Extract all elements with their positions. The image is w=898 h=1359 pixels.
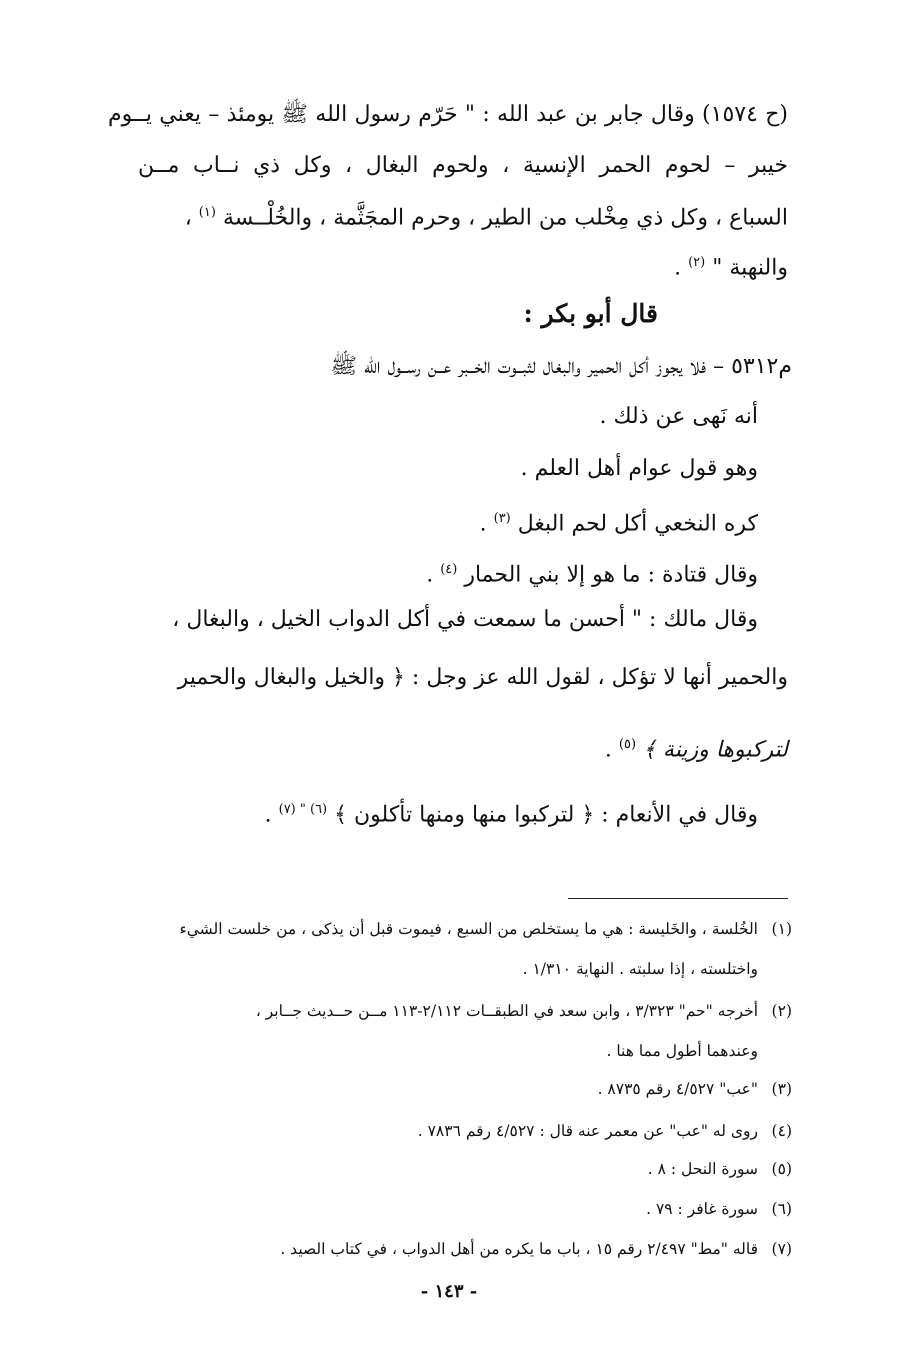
footnote-number: (٧) [771,1240,792,1258]
footnote-ref[interactable]: (١) [198,205,216,220]
footnote-3 [598,1078,792,1100]
punctuation: . [479,511,487,537]
footnote-number: (١) [771,920,792,938]
para-line-8 [605,730,788,765]
footnote-number: (٥) [771,1160,792,1178]
para-line-1 [330,352,792,382]
hadith-text: السباع ، وكل ذي مِخْلب من الطير ، وحرم المجَثَّمة ، والخُلْــسة [222,205,788,231]
hadith-line-3 [185,198,788,233]
hadith-line-4 [674,248,788,283]
quran-verse: لتركبوها وزينة ﴾ [643,737,788,763]
footnote-number: (٢) [771,1002,792,1020]
footnote-text: وعندهما أطول مما هنا . [606,1042,758,1060]
para-line-9 [265,795,758,830]
footnote-4 [418,1120,792,1142]
footnote-text: واختلسته ، إذا سلبته . النهاية ١/٣١٠ . [522,960,758,978]
footnote-ref[interactable]: (٤) [440,562,458,577]
footnote-1-continuation [523,958,758,980]
para-line-6 [172,605,758,635]
para-line-3 [521,454,758,484]
paragraph-text: وقال قتادة : ما هو إلا بني الحمار [464,562,758,588]
footnote-ref[interactable]: (٣) [493,511,511,526]
paragraph-text: كره النخعي أكل لحم البغل [517,511,758,537]
hadith-text: والنهبة " [712,255,788,281]
punctuation: . [264,802,272,828]
paragraph-text: وقال في الأنعام : ﴿ لتركبوا منها ومنها تأكلون ﴾ [334,802,758,828]
punctuation: . [674,255,682,281]
footnote-ref[interactable]: (٥) [618,737,637,752]
para-line-4 [480,504,758,539]
page-number: - ١٤٣ - [420,1281,478,1302]
punctuation: ، [184,205,192,231]
hadith-text: خيبر – لحوم الحمر الإنسية ، ولحوم البغال ، وكل ذي نــاب مــن [138,153,788,178]
footnote-ref[interactable]: (٢) [688,255,706,270]
paragraph-text: م٥٣١٢ – فلا يجوز أكل الحمير والبغال لثبــوت الخــبر عــن رســول الله ﷺ [330,354,792,379]
para-line-5 [426,555,758,590]
footnote-5 [648,1158,792,1180]
footnote-number: (٦) [771,1200,792,1218]
footnote-text: أخرجه "حم" ٣/٣٢٣ ، وابن سعد في الطبقــات ٢/١١٢-١١٣ مــن حــديث جــابر ، [255,1002,758,1020]
paragraph-text: والحمير أنها لا تؤكل ، لقول الله عز وجل : ﴿ والخيل والبغال والحمير [177,665,788,690]
footnote-2 [256,1000,792,1022]
footnote-separator [568,898,788,899]
paragraph-text: وهو قول عوام أهل العلم . [520,456,758,481]
footnote-text: روى له "عب" عن معمر عنه قال : ٤/٥٢٧ رقم ٧٨٣٦ . [417,1122,758,1140]
footnote-text: سورة غافر : ٧٩ . [646,1200,758,1218]
punctuation: . [426,562,434,588]
punctuation: . [604,737,612,763]
footnote-number: (٣) [771,1080,792,1098]
hadith-line-1 [108,100,788,130]
section-heading: قال أبو بكر : [523,299,658,328]
footnote-7 [280,1238,792,1260]
footnote-6 [646,1198,792,1220]
footnote-2-continuation [606,1040,758,1062]
footnote-ref[interactable]: (٦) " (٧) [278,802,328,817]
footnote-text: قاله "مط" ٢/٤٩٧ رقم ١٥ ، باب ما يكره من أهل الدواب ، في كتاب الصيد . [280,1240,758,1258]
footnote-text: الخُلسة ، والخَليسة : هي ما يستخلص من السبع ، فيموت قبل أن يذكى ، من خلست الشيء [179,920,758,938]
footnote-1 [179,918,792,940]
footnote-text: "عب" ٤/٥٢٧ رقم ٨٧٣٥ . [597,1080,758,1098]
para-line-7 [178,663,788,693]
hadith-text: (ح ١٥٧٤) وقال جابر بن عبد الله : " حَرّم رسول الله ﷺ يومئذ – يعني يــوم [108,102,788,127]
paragraph-text: أنه نَهى عن ذلك . [599,404,758,429]
para-line-2 [599,402,758,432]
hadith-line-2 [138,151,788,181]
footnote-number: (٤) [771,1122,792,1140]
footnote-text: سورة النحل : ٨ . [647,1160,758,1178]
paragraph-text: وقال مالك : " أحسن ما سمعت في أكل الدواب الخيل ، والبغال ، [172,607,758,632]
